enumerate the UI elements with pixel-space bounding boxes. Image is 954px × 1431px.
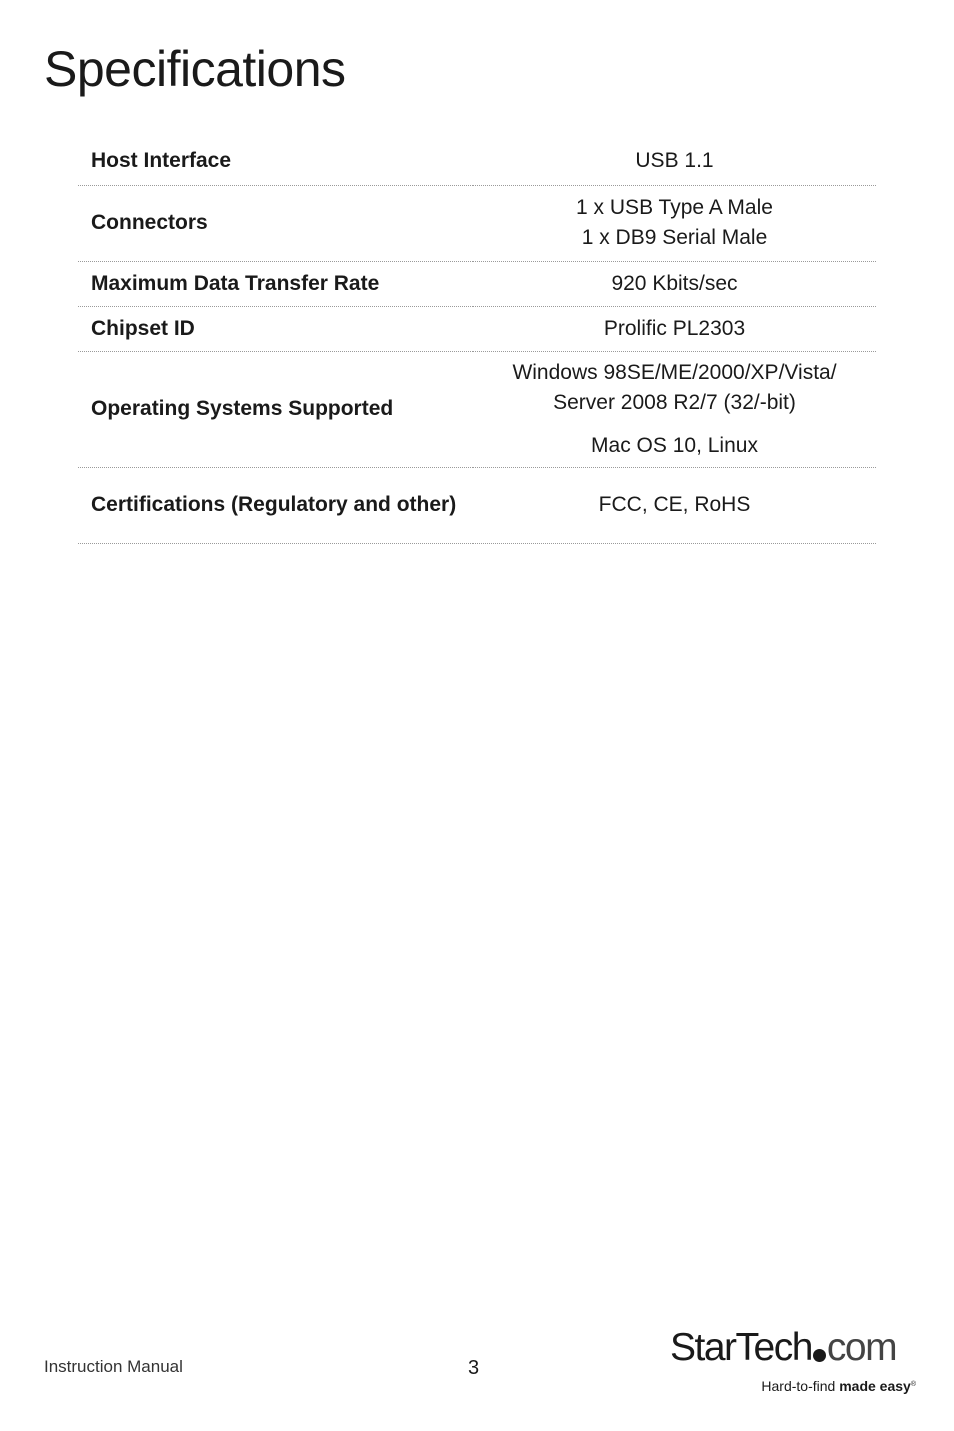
spec-value-line: 1 x USB Type A Male: [576, 196, 773, 219]
spec-label: Certifications (Regulatory and other): [78, 467, 473, 543]
startech-logo: [670, 1326, 916, 1402]
logo-tagline-bold: made easy: [839, 1378, 911, 1394]
spec-value: [473, 138, 876, 185]
specifications-table: [78, 138, 876, 544]
spec-row-connectors: [78, 185, 876, 261]
spec-label: Host Interface: [78, 138, 473, 185]
spec-value: [473, 467, 876, 543]
spec-row-operating-systems: [78, 351, 876, 467]
spec-label: Operating Systems Supported: [78, 351, 473, 467]
logo-tagline: [761, 1378, 916, 1394]
spec-value-line: Prolific PL2303: [603, 316, 746, 340]
spec-value-line: USB 1.1: [635, 149, 714, 173]
logo-domain: com: [826, 1326, 897, 1369]
spec-value: [473, 261, 876, 306]
page-title: Specifications: [44, 41, 346, 97]
spec-value-line: FCC, CE, RoHS: [598, 493, 751, 516]
spec-value: [473, 185, 876, 261]
spec-label: Chipset ID: [78, 306, 473, 351]
spec-value-line: 920 Kbits/sec: [611, 271, 738, 295]
spec-row-max-transfer-rate: [78, 261, 876, 306]
footer-manual-label: Instruction Manual: [44, 1357, 183, 1376]
logo-brand: [670, 1326, 896, 1370]
spec-value-line: Windows 98SE/ME/2000/XP/Vista/: [512, 360, 837, 384]
spec-value-line: 1 x DB9 Serial Male: [581, 226, 768, 249]
logo-dot-icon: [813, 1349, 826, 1362]
logo-brand-name: StarTech: [670, 1326, 812, 1369]
spec-value: [473, 351, 876, 467]
spec-row-certifications: [78, 467, 876, 543]
spec-label: Connectors: [78, 185, 473, 261]
logo-tagline-regular: Hard-to-find: [761, 1378, 836, 1394]
spec-value-line: Server 2008 R2/7 (32/-bit): [553, 390, 796, 414]
spec-value: [473, 306, 876, 351]
page-number: 3: [468, 1357, 480, 1379]
spec-value-line: Mac OS 10, Linux: [591, 433, 758, 457]
spec-value-gap: [477, 418, 872, 431]
spec-row-host-interface: [78, 138, 876, 185]
logo-registered-mark: ®: [910, 1381, 916, 1388]
spec-row-chipset-id: [78, 306, 876, 351]
spec-label: Maximum Data Transfer Rate: [78, 261, 473, 306]
